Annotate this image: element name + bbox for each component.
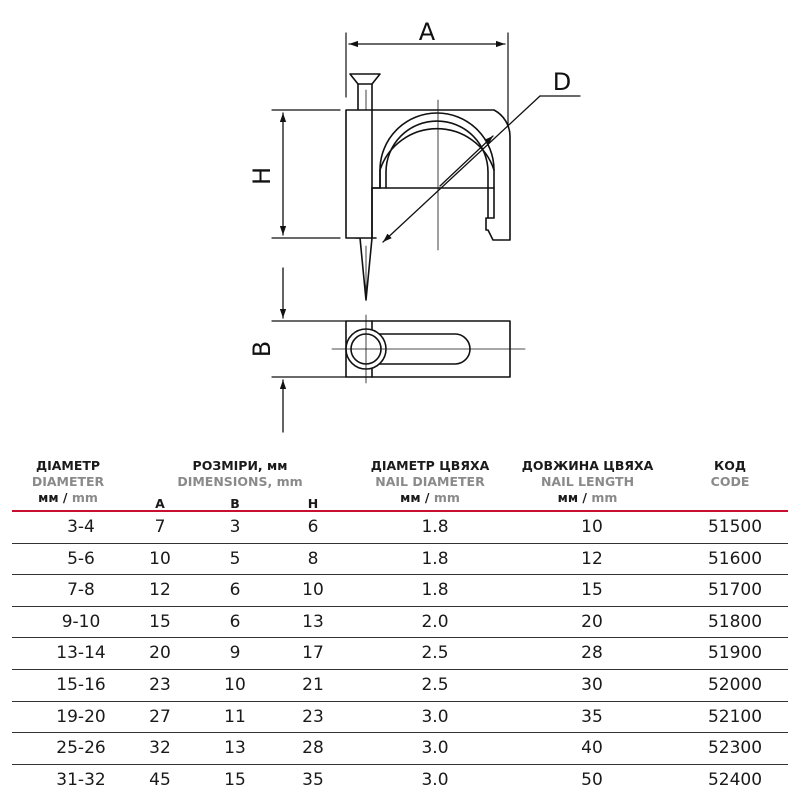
dim-b-label: B — [248, 340, 276, 358]
cell-nail-l: 20 — [581, 611, 603, 632]
cell-diameter: 25-26 — [56, 738, 106, 759]
header-diameter — [22, 458, 114, 506]
cell-nail-l: 10 — [581, 517, 603, 537]
header-code — [690, 458, 770, 490]
cell-h: 8 — [307, 548, 319, 569]
cell-a: 32 — [149, 738, 171, 759]
header-dimensions-en: DIMENSIONS, mm — [177, 474, 303, 489]
cell-a: 20 — [149, 643, 171, 664]
header-dimensions-ua: РОЗМІРИ, мм — [192, 458, 288, 473]
unit-en: mm — [591, 490, 618, 505]
unit-sep: / — [420, 490, 434, 505]
cell-diameter: 7-8 — [67, 580, 95, 601]
cell-code: 52000 — [707, 674, 763, 695]
header-nail-diameter-unit — [355, 490, 505, 506]
dim-h-label: H — [248, 166, 276, 186]
header-code-ua: КОД — [714, 458, 746, 473]
header-code-en: CODE — [710, 474, 750, 489]
header-nail-length-en: NAIL LENGTH — [540, 474, 635, 489]
table-row — [12, 670, 788, 702]
unit-sep: / — [578, 490, 592, 505]
cell-code: 52300 — [707, 738, 763, 759]
unit-ua: мм — [557, 490, 579, 505]
cell-nail-l: 12 — [581, 548, 603, 569]
cell-code: 51500 — [707, 517, 763, 537]
cell-h: 6 — [307, 517, 319, 537]
cell-nail-d: 3.0 — [421, 738, 449, 759]
dim-a-label: A — [418, 18, 436, 46]
cell-code: 51600 — [707, 548, 763, 569]
unit-sep: / — [58, 490, 72, 505]
cell-b: 3 — [229, 517, 241, 537]
cell-code: 52100 — [707, 706, 763, 727]
cell-nail-l: 15 — [581, 580, 603, 601]
cell-nail-l: 28 — [581, 643, 603, 664]
cell-diameter: 3-4 — [67, 517, 95, 537]
cell-nail-d: 2.5 — [421, 674, 449, 695]
cell-nail-d: 1.8 — [421, 580, 449, 601]
table-row — [12, 765, 788, 796]
cell-h: 28 — [302, 738, 324, 759]
cell-b: 6 — [229, 611, 241, 632]
table-row — [12, 607, 788, 639]
header-nail-length-unit — [505, 490, 670, 506]
cell-nail-d: 3.0 — [421, 769, 449, 790]
cell-code: 51900 — [707, 643, 763, 664]
header-nail-length — [505, 458, 670, 506]
cell-nail-d: 1.8 — [421, 517, 449, 537]
table-header — [0, 458, 800, 510]
cell-b: 15 — [224, 769, 246, 790]
header-nail-diameter-en: NAIL DIAMETER — [375, 474, 485, 489]
table-row — [12, 702, 788, 734]
cell-a: 12 — [149, 580, 171, 601]
header-diameter-en: DIAMETER — [31, 474, 105, 489]
dim-d-label: D — [552, 68, 572, 96]
cell-code: 52400 — [707, 769, 763, 790]
table-row — [12, 544, 788, 576]
cell-h: 23 — [302, 706, 324, 727]
cell-b: 13 — [224, 738, 246, 759]
cell-diameter: 5-6 — [67, 548, 95, 569]
cell-a: 23 — [149, 674, 171, 695]
header-dim-h: H — [307, 496, 319, 511]
cell-diameter: 13-14 — [56, 643, 106, 664]
header-nail-length-ua: ДОВЖИНА ЦВЯХА — [521, 458, 654, 473]
cell-h: 13 — [302, 611, 324, 632]
cell-h: 21 — [302, 674, 324, 695]
header-dim-a: A — [155, 496, 165, 511]
spec-table — [0, 458, 800, 795]
cell-nail-d: 2.0 — [421, 611, 449, 632]
cell-a: 10 — [149, 548, 171, 569]
cell-nail-d: 3.0 — [421, 706, 449, 727]
cell-a: 7 — [154, 517, 166, 537]
header-dimensions — [140, 458, 340, 490]
table-row — [12, 733, 788, 765]
cell-a: 15 — [149, 611, 171, 632]
table-body — [0, 512, 800, 795]
cell-nail-l: 35 — [581, 706, 603, 727]
cell-b: 9 — [229, 643, 241, 664]
cell-h: 35 — [302, 769, 324, 790]
cell-code: 51800 — [707, 611, 763, 632]
cell-nail-d: 1.8 — [421, 548, 449, 569]
unit-en: mm — [433, 490, 460, 505]
header-nail-diameter-ua: ДІАМЕТР ЦВЯХА — [370, 458, 490, 473]
cell-nail-d: 2.5 — [421, 643, 449, 664]
unit-en: mm — [71, 490, 98, 505]
table-row — [12, 512, 788, 544]
cell-a: 45 — [149, 769, 171, 790]
unit-ua: мм — [400, 490, 421, 505]
cell-b: 6 — [229, 580, 241, 601]
cell-diameter: 19-20 — [56, 706, 106, 727]
cell-nail-l: 40 — [581, 738, 603, 759]
table-row — [12, 638, 788, 670]
unit-ua: мм — [38, 490, 59, 505]
cell-a: 27 — [149, 706, 171, 727]
header-nail-diameter — [355, 458, 505, 506]
cell-diameter: 9-10 — [61, 611, 101, 632]
header-diameter-ua: ДІАМЕТР — [35, 458, 101, 473]
cell-h: 17 — [302, 643, 324, 664]
cell-b: 11 — [224, 706, 246, 727]
cell-nail-l: 50 — [581, 769, 603, 790]
cell-b: 5 — [229, 548, 241, 569]
cell-code: 51700 — [707, 580, 763, 601]
header-dim-b: B — [230, 496, 240, 511]
header-diameter-unit — [22, 490, 114, 506]
cell-nail-l: 30 — [581, 674, 603, 695]
cell-diameter: 31-32 — [56, 769, 106, 790]
cell-h: 10 — [302, 580, 324, 601]
cell-b: 10 — [224, 674, 246, 695]
table-row — [12, 575, 788, 607]
cell-diameter: 15-16 — [56, 674, 106, 695]
